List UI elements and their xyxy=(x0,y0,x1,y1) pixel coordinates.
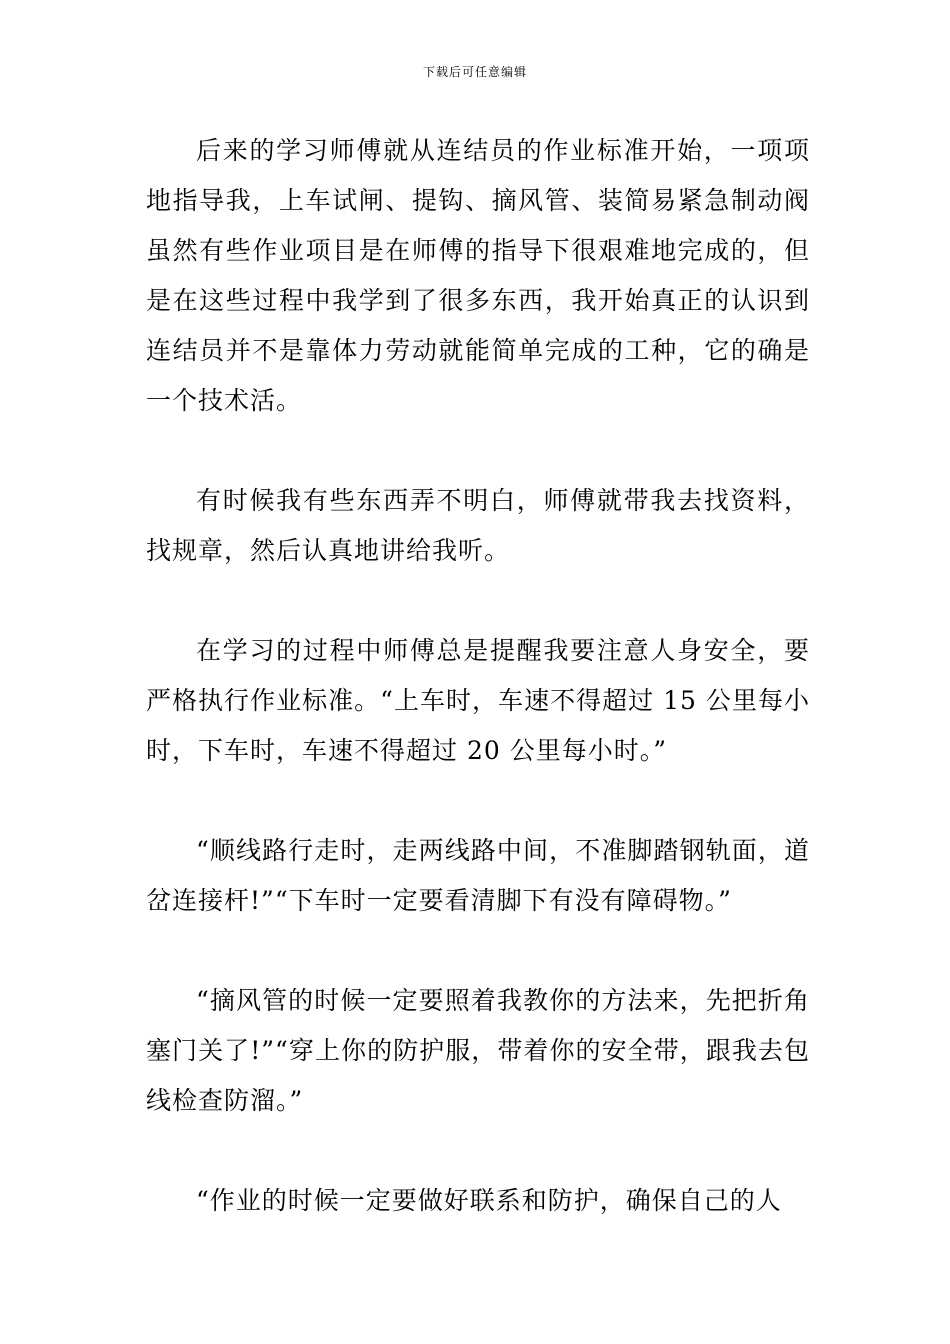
paragraph-1: 后来的学习师傅就从连结员的作业标准开始，一项项地指导我，上车试闸、提钩、摘风管、装简易紧急制动阀虽然有些作业项目是在师傅的指导下很艰难地完成的，但是在这些过程中我学到了很多东西，我开始真正的认识到连结员并不是靠体力劳动就能简单完成的工种，它的确是一个技术活。 xyxy=(146,136,810,415)
paragraph-3: 在学习的过程中师傅总是提醒我要注意人身安全，要严格执行作业标准。“上车时，车速不得超过 15 公里每小时，下车时，车速不得超过 20 公里每小时。” xyxy=(146,636,810,765)
paragraph-6: “作业的时候一定要做好联系和防护，确保自己的人 xyxy=(196,1186,782,1215)
page-header: 下载后可任意编辑 xyxy=(422,65,527,79)
paragraph-4: “顺线路行走时，走两线路中间，不准脚踏钢轨面，道岔连接杆!”“下车时一定要看清脚下有没有障碍物。” xyxy=(146,836,810,915)
document-body xyxy=(146,126,810,1226)
paragraph-5: “摘风管的时候一定要照着我教你的方法来，先把折角塞门关了!”“穿上你的防护服，带着你的安全带，跟我去包线检查防溜。” xyxy=(146,986,810,1115)
paragraph-2: 有时候我有些东西弄不明白，师傅就带我去找资料，找规章，然后认真地讲给我听。 xyxy=(146,486,810,565)
